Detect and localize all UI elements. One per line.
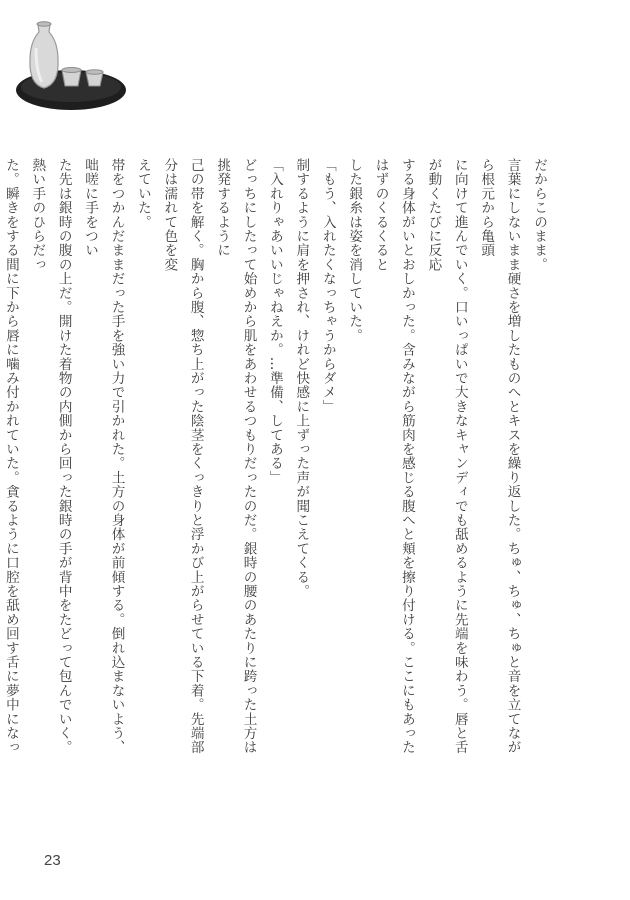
text-line: 「入れりゃあいいじゃねえか。…準備、してある」 (266, 158, 283, 485)
page-number: 23 (44, 852, 61, 869)
text-line: に向けて進んでいく。口いっぱいで大きなキャンディでも舐めるように先端を味わう。唇と舌が動くたびに反応 (425, 158, 468, 755)
text-line: どっちにしたって始めから肌をあわせるつもりだったのだ。銀時の腰のあたりに跨った土方は挑発するように (214, 158, 257, 755)
text-line: えていた。 (134, 158, 151, 229)
text-line: 「もう、入れたくなっちゃうからダメ」 (319, 158, 336, 414)
text-line: だからこのまま。 (531, 158, 547, 272)
text-line: た先は銀時の腹の上だ。開けた着物の内側から回った銀時の手が背中をたどって包んでいく。熱い手のひらだっ (29, 158, 72, 755)
text-line: 帯をつかんだままだった手を強い力で引かれた。土方の身体が前傾する。倒れ込まないよう、咄嗟に手をつい (82, 158, 125, 755)
vertical-body-text (2, 158, 552, 758)
text-line: 言葉にしないまま硬さを増したものへとキスを繰り返した。ちゅ、ちゅ、ちゅと音を立てながら根元から亀頭 (478, 158, 521, 755)
text-line: 制するように肩を押され、けれど快感に上ずった声が聞こえてくる。 (293, 158, 310, 599)
text-line: 己の帯を解く。胸から腹、惣ち上がった陰茎をくっきりと浮かび上がらせている下着。先端部分は濡れて色を変 (161, 158, 204, 755)
text-line: た。瞬きをする間に下から唇に噛み付かれていた。貪るように口腔を舐め回す舌に夢中になっ (2, 158, 19, 755)
sake-set-icon (12, 12, 130, 112)
text-line: した銀糸は姿を消していた。 (346, 158, 363, 343)
text-line: する身体がいとおしかった。含みながら筋肉を感じる腹へと頬を擦り付ける。ここにもあったはずのくるくると (372, 158, 415, 755)
